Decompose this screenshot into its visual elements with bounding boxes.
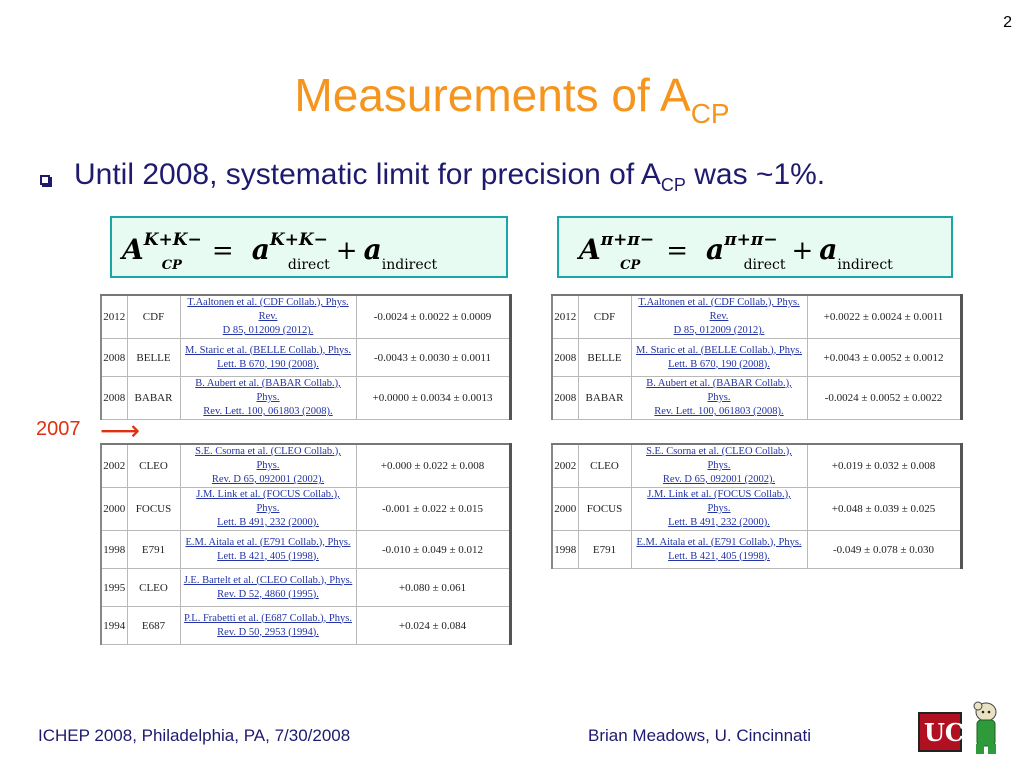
formula-pipi [557,216,953,278]
reference-link-line1[interactable]: J.E. Bartelt et al. (CLEO Collab.), Phys. [183,574,353,586]
year-cell: 2002 [552,444,578,488]
year-cell: 2008 [552,339,578,377]
reference-link-line2[interactable]: Rev. Lett. 100, 061803 (2008). [203,406,333,417]
formula-pipi-lhs-sup: π+π− [600,230,655,250]
uc-logo [918,712,965,752]
reference-link-line2[interactable]: Rev. D 50, 2953 (1994). [217,626,319,638]
reference-link-line2[interactable]: Lett. B 670, 190 (2008). [217,358,319,370]
reference-link-line2[interactable]: Rev. D 65, 092001 (2002). [662,474,776,485]
table-kk-recent [100,294,512,420]
value-cell: -0.010 ± 0.049 ± 0.012 [356,531,510,569]
value-cell: +0.024 ± 0.084 [356,607,510,645]
title-main: Measurements of A [294,69,691,121]
value-cell: +0.000 ± 0.022 ± 0.008 [356,444,510,488]
bullet-text [74,158,825,196]
reference-link-line2[interactable]: D 85, 012009 (2012). [673,325,765,336]
formula-pipi-a2: a [819,233,838,266]
table-row [552,339,961,377]
experiment-cell: CLEO [127,569,180,607]
reference-link-line2[interactable]: Rev. D 52, 4860 (1995). [217,588,319,600]
slide-title [0,68,1024,130]
reference-link-line1[interactable]: J.M. Link et al. (FOCUS Collab.), Phys. [196,489,340,514]
experiment-cell: FOCUS [127,488,180,531]
formula-kk-a2: a [363,233,382,266]
experiment-cell: E687 [127,607,180,645]
reference-cell[interactable] [180,531,356,569]
uc-logo-text: UC [924,718,965,747]
formula-kk-plus: + [335,236,358,266]
formula-pipi-a1-sup: π+π− [724,230,778,250]
formula-pipi-plus: + [791,236,814,266]
table-row [101,377,510,420]
experiment-cell: FOCUS [578,488,631,531]
formula-kk-lhs: A [122,233,144,266]
experiment-cell: BABAR [127,377,180,420]
reference-cell[interactable] [180,339,356,377]
reference-cell[interactable] [180,377,356,420]
value-cell: +0.080 ± 0.061 [356,569,510,607]
formula-pipi-a1-sub: direct [743,257,786,273]
reference-link-line1[interactable]: B. Aubert et al. (BABAR Collab.), Phys. [646,378,792,403]
reference-cell[interactable] [631,444,807,488]
reference-cell[interactable] [180,444,356,488]
table-row [552,531,961,569]
reference-cell[interactable] [631,377,807,420]
reference-link-line2[interactable]: Rev. Lett. 100, 061803 (2008). [654,406,784,417]
formula-kk-a1: a [251,233,270,266]
reference-link-line2[interactable]: Lett. B 670, 190 (2008). [668,358,770,370]
right-arrow-icon: ⟶ [100,414,141,447]
reference-link-line1[interactable]: S.E. Csorna et al. (CLEO Collab.), Phys. [646,446,792,471]
experiment-cell: BELLE [578,339,631,377]
formula-kk-a1-sub: direct [287,257,330,273]
experiment-cell: CDF [578,295,631,339]
table-row [101,531,510,569]
year-cell: 2008 [101,377,127,420]
year-2007-label: 2007 [36,418,81,440]
reference-cell[interactable] [180,295,356,339]
table-pipi-old [551,443,963,569]
formula-kk-eq: = [211,236,234,266]
formula-pipi-lhs-sub: CP [620,258,641,273]
experiment-cell: CLEO [578,444,631,488]
value-cell: +0.0022 ± 0.0024 ± 0.0011 [807,295,961,339]
reference-link-line2[interactable]: D 85, 012009 (2012). [222,325,314,336]
reference-link-line1[interactable]: M. Staric et al. (BELLE Collab.), Phys. [636,344,802,356]
bullet-point [40,158,825,196]
value-cell: +0.019 ± 0.032 ± 0.008 [807,444,961,488]
formula-pipi-lhs: A [579,233,601,266]
square-bullet-icon [40,175,50,185]
reference-cell[interactable] [631,531,807,569]
experiment-cell: BELLE [127,339,180,377]
year-cell: 1994 [101,607,127,645]
year-cell: 2012 [552,295,578,339]
reference-link-line1[interactable]: S.E. Csorna et al. (CLEO Collab.), Phys. [195,446,341,471]
reference-link-line1[interactable]: E.M. Aitala et al. (E791 Collab.), Phys. [185,536,351,548]
year-cell: 2002 [101,444,127,488]
table-row [552,444,961,488]
reference-cell[interactable] [180,488,356,531]
formula-pipi-eq: = [666,236,689,266]
reference-link-line1[interactable]: T.Aaltonen et al. (CDF Collab.), Phys. Rev. [187,297,349,322]
reference-cell[interactable] [631,339,807,377]
year-cell: 1998 [552,531,578,569]
reference-link-line1[interactable]: M. Staric et al. (BELLE Collab.), Phys. [185,344,351,356]
value-cell: -0.0024 ± 0.0052 ± 0.0022 [807,377,961,420]
reference-link-line2[interactable]: Lett. B 421, 405 (1998). [668,550,770,562]
value-cell: -0.0043 ± 0.0030 ± 0.0011 [356,339,510,377]
table-row [552,295,961,339]
reference-cell[interactable] [631,488,807,531]
formula-pipi-a1: a [706,233,725,266]
table-row [101,444,510,488]
experiment-cell: E791 [578,531,631,569]
bullet-text-pre: Until 2008, systematic limit for precision of A [74,158,661,191]
table-row [101,569,510,607]
reference-link-line1[interactable]: B. Aubert et al. (BABAR Collab.), Phys. [195,378,341,403]
formula-kk-a1-sup: K+K− [269,230,328,250]
formula-kk-lhs-sub: CP [161,258,182,273]
reference-link-line1[interactable]: E.M. Aitala et al. (E791 Collab.), Phys. [636,536,802,548]
reference-link-line1[interactable]: J.M. Link et al. (FOCUS Collab.), Phys. [647,489,791,514]
table-pipi-recent [551,294,963,420]
table-row [552,488,961,531]
footer-author: Brian Meadows, U. Cincinnati [588,726,811,745]
reference-cell[interactable] [180,607,356,645]
value-cell: +0.048 ± 0.039 ± 0.025 [807,488,961,531]
table-row [552,377,961,420]
table-row [101,339,510,377]
value-cell: +0.0043 ± 0.0052 ± 0.0012 [807,339,961,377]
bullet-text-sub: CP [660,175,686,195]
year-cell: 2012 [101,295,127,339]
bullet-text-post: was ~1%. [685,158,826,191]
formula-kk-lhs-sup: K+K− [143,230,202,250]
reference-link-line2[interactable]: Lett. B 491, 232 (2000). [668,517,770,528]
year-cell: 2000 [552,488,578,531]
formula-kk-a2-sub: indirect [381,257,438,273]
reference-link-line2[interactable]: Rev. D 65, 092001 (2002). [211,474,325,485]
value-cell: -0.0024 ± 0.0022 ± 0.0009 [356,295,510,339]
table-row [101,488,510,531]
table-row [101,607,510,645]
formula-kk [110,216,508,278]
reference-link-line1[interactable]: P.L. Frabetti et al. (E687 Collab.), Phys. [184,612,352,624]
year-cell: 2008 [101,339,127,377]
reference-cell[interactable] [180,569,356,607]
experiment-cell: CLEO [127,444,180,488]
experiment-cell: E791 [127,531,180,569]
reference-link-line2[interactable]: Lett. B 491, 232 (2000). [217,517,319,528]
year-cell: 2008 [552,377,578,420]
bearcat-mascot-icon [968,700,1004,756]
year-cell: 2000 [101,488,127,531]
value-cell: -0.001 ± 0.022 ± 0.015 [356,488,510,531]
formula-pipi-a2-sub: indirect [837,257,893,273]
table-kk-old [100,443,512,645]
experiment-cell: CDF [127,295,180,339]
value-cell: -0.049 ± 0.078 ± 0.030 [807,531,961,569]
title-subscript: CP [690,98,730,129]
value-cell: +0.0000 ± 0.0034 ± 0.0013 [356,377,510,420]
reference-link-line2[interactable]: Lett. B 421, 405 (1998). [217,550,319,562]
experiment-cell: BABAR [578,377,631,420]
footer-conference: ICHEP 2008, Philadelphia, PA, 7/30/2008 [38,726,351,745]
page-number: 2 [1003,14,1012,31]
reference-cell[interactable] [631,295,807,339]
reference-link-line1[interactable]: T.Aaltonen et al. (CDF Collab.), Phys. Rev. [638,297,800,322]
table-row [101,295,510,339]
year-cell: 1998 [101,531,127,569]
year-cell: 1995 [101,569,127,607]
